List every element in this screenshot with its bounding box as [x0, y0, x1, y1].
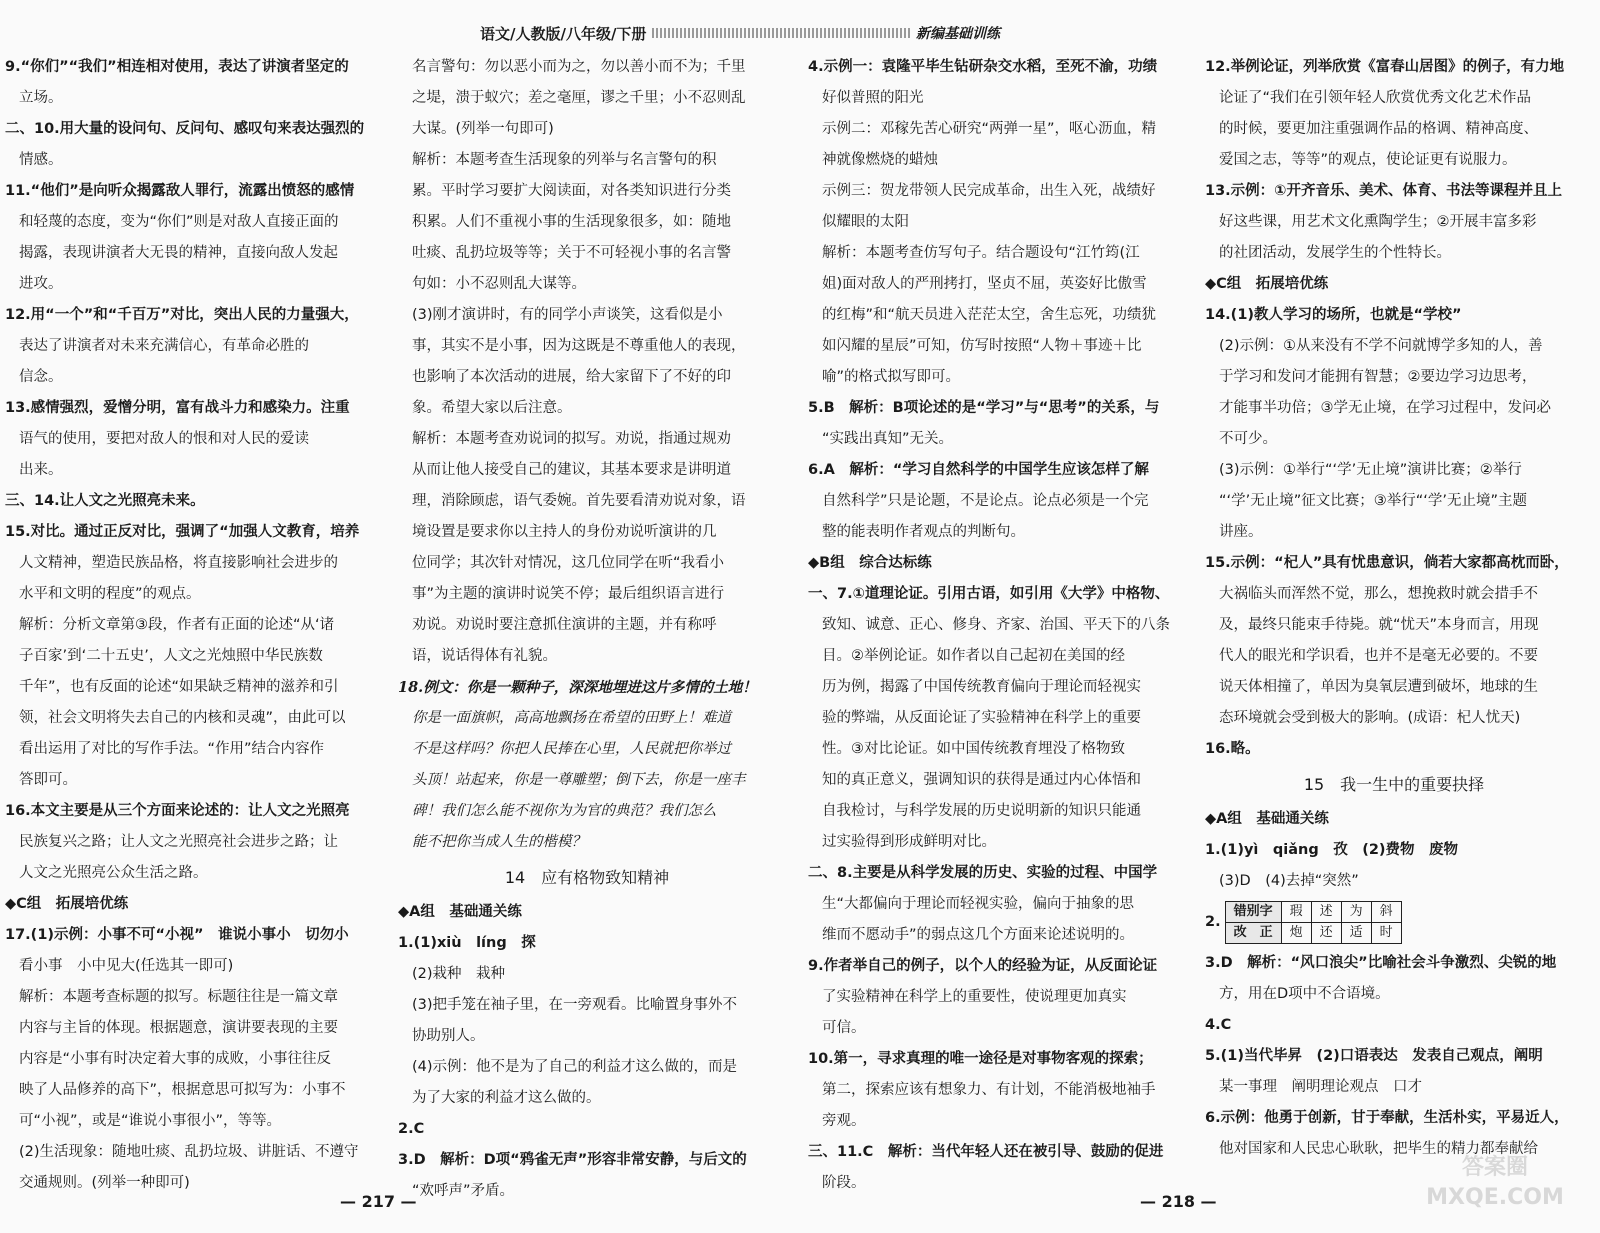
header-brand: 新编基础训练 [916, 26, 1000, 42]
text-line: 12.举例论证，列举欣赏《富春山居图》的例子，有力地 [1205, 59, 1565, 75]
text-line: 看出运用了对比的写作手法。“作用”结合内容作 [19, 741, 325, 757]
text-line: 内容是“小事有时决定着大事的成败，小事往往反 [19, 1051, 332, 1067]
text-line: 积累。人们不重视小事的生活现象很多，如：随地 [412, 214, 731, 230]
text-line: “欢呼声”矛盾。 [412, 1183, 515, 1199]
table-cell: 炮 [1281, 923, 1311, 944]
text-line: 领，社会文明将失去自己的内核和灵魂”，由此可以 [19, 710, 346, 726]
text-line: 16.本文主要是从三个方面来论述的：让人文之光照亮 [5, 803, 350, 819]
text-line: ◆A组 基础通关练 [398, 904, 522, 920]
text-line: 信念。 [19, 369, 63, 385]
text-line: 名言警句：勿以恶小而为之，勿以善小而不为；千里 [412, 59, 746, 75]
correction-table-wrap [1205, 897, 1583, 948]
table-cell: 斜 [1371, 902, 1401, 923]
text-line: 三、14.让人文之光照亮未来。 [5, 493, 205, 509]
table-cell: 时 [1371, 923, 1401, 944]
text-line: 4.C [1205, 1017, 1232, 1033]
text-line: 于学习和发问才能拥有智慧；②要边学习边思考， [1219, 369, 1537, 385]
table-cell: 为 [1341, 902, 1371, 923]
text-line: 劝说。劝说时要注意抓住演讲的主题，并有称呼 [412, 617, 717, 633]
text-line: 进攻。 [19, 276, 63, 292]
header-title: 语文/人教版/八年级/下册 [480, 24, 647, 43]
table-cell: 错别字 [1225, 902, 1281, 923]
text-line: 生“大都偏向于理论而轻视实验，偏向于抽象的思 [822, 896, 1135, 912]
text-line: 第二，探索应该有想象力、有计划，不能消极地袖手 [822, 1082, 1156, 1098]
text-line: (2)栽种 栽种 [412, 966, 506, 982]
text-line: “‘学’无止境”征文比赛；③举行“‘学’无止境”主题 [1219, 493, 1527, 509]
text-line: 可信。 [822, 1020, 866, 1036]
text-line: 解析：本题考查生活现象的列举与名言警句的积 [412, 152, 717, 168]
text-line: 人文之光照亮公众生活之路。 [19, 865, 208, 881]
text-line: 能不把你当成人生的楷模？ [412, 834, 586, 850]
text-line: 碑！我们怎么能不视你为为官的典范？我们怎么 [412, 803, 717, 819]
text-line: 1.(1)yì qiǎng 孜 (2)费物 废物 [1205, 842, 1459, 858]
text-line: 整的能表明作者观点的判断句。 [822, 524, 1025, 540]
text-line: 情感。 [19, 152, 63, 168]
text-line: 交通规则。(列举一种即可) [19, 1175, 190, 1191]
text-line: 态环境就会受到极大的影响。(成语：杞人忧天) [1219, 710, 1521, 726]
section-title: 15 我一生中的重要抉择 [1303, 775, 1485, 794]
text-line: 喻”的格式拟写即可。 [822, 369, 961, 385]
text-line: 维而不愿动手”的弱点这几个方面来论述说明的。 [822, 927, 1135, 943]
table-cell: 适 [1341, 923, 1371, 944]
text-line: 方，用在D项中不合语境。 [1219, 986, 1390, 1002]
text-line: 过实验得到形成鲜明对比。 [822, 834, 996, 850]
text-line: 解析：本题考查仿写句子。结合题设句“江竹筠(江 [822, 245, 1140, 261]
text-line: 5.B 解析：B项论述的是“学习”与“思考”的关系，与 [808, 400, 1160, 416]
text-line: 境设置是要求你以主持人的身份劝说听演讲的几 [412, 524, 717, 540]
text-line: 4.示例一：袁隆平毕生钻研杂交水稻，至死不渝，功绩 [808, 59, 1158, 75]
text-line: 致知、诚意、正心、修身、齐家、治国、平天下的八条 [822, 617, 1170, 633]
text-line: 5.(1)当代毕昇 (2)口语表达 发表自己观点，阐明 [1205, 1048, 1543, 1064]
text-line: 立场。 [19, 90, 63, 106]
text-line: (2)生活现象：随地吐痰、乱扔垃圾、讲脏话、不遵守 [19, 1144, 359, 1160]
text-line: 语，说话得体有礼貌。 [412, 648, 557, 664]
text-line: 2.C [398, 1121, 425, 1137]
text-line: 出来。 [19, 462, 63, 478]
text-line: 1.(1)xiù líng 探 [398, 935, 536, 951]
text-line: 阶段。 [822, 1175, 866, 1191]
text-line: ◆B组 综合达标练 [808, 555, 932, 571]
text-line: 揭露，表现讲演者大无畏的精神，直接向敌人发起 [19, 245, 338, 261]
text-line: 历为例，揭露了中国传统教育偏向于理论而轻视实 [822, 679, 1141, 695]
text-line: 如闪耀的星辰”可知，仿写时按照“人物＋事迹＋比 [822, 338, 1142, 354]
text-line: 大祸临头而浑然不觉，那么，想挽救时就会措手不 [1219, 586, 1538, 602]
text-line: 看小事 小中见大(任选其一即可) [19, 958, 234, 974]
text-line: 代人的眼光和学识看，也并不是毫无必要的。不要 [1219, 648, 1538, 664]
text-line: (3)刚才演讲时，有的同学小声谈笑，这看似是小 [412, 307, 723, 323]
header-dots [652, 28, 910, 38]
text-line: 可“小视”，或是“谁说小事很小”，等等。 [19, 1113, 282, 1129]
text-line: 了实验精神在科学上的重要性，使说理更加真实 [822, 989, 1127, 1005]
text-line: 旁观。 [822, 1113, 866, 1129]
text-line: (3)D (4)去掉“突然” [1219, 873, 1359, 889]
table-number: 2. [1205, 914, 1221, 930]
text-line: 示例三：贺龙带领人民完成革命，出生入死，战绩好 [822, 183, 1156, 199]
text-line: 3.D 解析：“风口浪尖”比喻社会斗争激烈、尖锐的地 [1205, 955, 1557, 971]
text-line: 10.第一，寻求真理的唯一途径是对事物客观的探索； [808, 1051, 1153, 1067]
text-line: 好这些课，用艺术文化熏陶学生；②开展丰富多彩 [1219, 214, 1537, 230]
column-4 [1205, 52, 1583, 1165]
text-line: 事”为主题的演讲时说笑不停；最后组织语言进行 [412, 586, 725, 602]
text-line: 大谋。(列举一句即可) [412, 121, 554, 137]
column-2 [398, 52, 776, 1207]
page-number-right: — 218 — [1140, 1192, 1217, 1211]
text-line: 论证了“我们在引领年轻人欣赏优秀文化艺术作品 [1219, 90, 1532, 106]
text-line: ◆C组 拓展培优练 [5, 896, 129, 912]
text-line: 14.(1)教人学习的场所，也就是“学校” [1205, 307, 1462, 323]
text-line: 似耀眼的太阳 [822, 214, 909, 230]
text-line: 13.感情强烈，爱憎分明，富有战斗力和感染力。注重 [5, 400, 350, 416]
text-line: 事，其实不是小事，因为这既是不尊重他人的表现， [412, 338, 746, 354]
text-line: 15.对比。通过正反对比，强调了“加强人文教育，培养 [5, 524, 360, 540]
text-line: 解析：本题考查劝说词的拟写。劝说，指通过规劝 [412, 431, 731, 447]
text-line: 二、8.主要是从科学发展的历史、实验的过程、中国学 [808, 865, 1158, 881]
page-number-left: — 217 — [340, 1192, 417, 1211]
text-line: 从而让他人接受自己的建议，其基本要求是讲明道 [412, 462, 731, 478]
text-line: 6.A 解析：“学习自然科学的中国学生应该怎样了解 [808, 462, 1149, 478]
text-line: 千年”，也有反面的论述“如果缺乏精神的滋养和引 [19, 679, 339, 695]
text-line: 子百家’到‘二十五史’，人文之光烛照中华民族数 [19, 648, 323, 664]
text-line: 18.例文：你是一颗种子，深深地埋进这片多情的土地！ [398, 679, 757, 696]
text-line: 吐痰、乱扔垃圾等等；关于不可轻视小事的名言警 [412, 245, 731, 261]
text-line: 不可少。 [1219, 431, 1277, 447]
text-line: 也影响了本次活动的进展，给大家留下了不好的印 [412, 369, 731, 385]
text-line: 位同学；其次针对情况，这几位同学在听“我看小 [412, 555, 725, 571]
table-cell: 瑕 [1281, 902, 1311, 923]
text-line: 人文精神，塑造民族品格，将直接影响社会进步的 [19, 555, 338, 571]
text-line: 自然科学”只是论题，不是论点。论点必须是一个完 [822, 493, 1149, 509]
text-line: 的时候，要更加注重强调作品的格调、精神高度、 [1219, 121, 1538, 137]
text-line: 好似普照的阳光 [822, 90, 924, 106]
table-cell: 改 正 [1225, 923, 1281, 944]
text-line: (3)示例：①举行“‘学’无止境”演讲比赛；②举行 [1219, 462, 1522, 478]
text-line: 答即可。 [19, 772, 77, 788]
text-line: 语气的使用，要把对敌人的恨和对人民的爱读 [19, 431, 309, 447]
text-line: 象。希望大家以后注意。 [412, 400, 572, 416]
text-line: 爱国之志，等等”的观点，使论证更有说服力。 [1219, 152, 1517, 168]
text-line: 17.(1)示例：小事不可“小视” 谁说小事小 切勿小 [5, 927, 349, 943]
text-line: 说天体相撞了，单因为臭氧层遭到破坏，地球的生 [1219, 679, 1538, 695]
text-line: 自我检讨，与科学发展的历史说明新的知识只能通 [822, 803, 1141, 819]
text-line: 性。③对比论证。如中国传统教育埋没了格物致 [822, 741, 1125, 757]
text-line: (3)把手笼在袖子里，在一旁观看。比喻置身事外不 [412, 997, 738, 1013]
text-line: 神就像燃烧的蜡烛 [822, 152, 938, 168]
text-line: 目。②举例论证。如作者以自己起初在美国的经 [822, 648, 1125, 664]
text-line: ◆A组 基础通关练 [1205, 811, 1329, 827]
text-line: 6.示例：他勇于创新，甘于奉献，生活朴实，平易近人， [1205, 1110, 1569, 1126]
text-line: 某一事理 阐明理论观点 口才 [1219, 1079, 1422, 1095]
table-row [1225, 902, 1401, 923]
text-line: 理，消除顾虑，语气委婉。首先要看清劝说对象，语 [412, 493, 746, 509]
text-line: 水平和文明的程度”的观点。 [19, 586, 201, 602]
correction-table [1225, 901, 1402, 944]
text-line: 他对国家和人民忠心耿耿，把毕生的精力都奉献给 [1219, 1141, 1538, 1157]
text-line: 解析：本题考查标题的拟写。标题往往是一篇文章 [19, 989, 338, 1005]
text-line: 的红梅”和“航天员进入茫茫太空，舍生忘死，功绩犹 [822, 307, 1157, 323]
text-line: 验的弊端，从反面论证了实验精神在科学上的重要 [822, 710, 1141, 726]
text-line: 的社团活动，发展学生的个性特长。 [1219, 245, 1451, 261]
text-line: 16.略。 [1205, 741, 1260, 757]
text-line: (2)示例：①从来没有不学不问就博学多知的人，善 [1219, 338, 1543, 354]
text-line: 才能事半功倍；③学无止境，在学习过程中，发问必 [1219, 400, 1551, 416]
text-line: 协助别人。 [412, 1028, 485, 1044]
text-line: 头顶！站起来，你是一尊雕塑；倒下去，你是一座丰 [412, 772, 746, 788]
text-line: 你是一面旗帜，高高地飘扬在希望的田野上！难道 [412, 710, 731, 726]
text-line: 讲座。 [1219, 524, 1263, 540]
table-row [1225, 923, 1401, 944]
watermark: 答案圈 MXQE.COM [1426, 1155, 1564, 1210]
text-line: 知的真正意义，强调知识的获得是通过内心体悟和 [822, 772, 1141, 788]
text-line: 民族复兴之路；让人文之光照亮社会进步之路；让 [19, 834, 338, 850]
text-line: 为了大家的利益才这么做的。 [412, 1090, 601, 1106]
text-line: ◆C组 拓展培优练 [1205, 276, 1329, 292]
text-line: 三、11.C 解析：当代年轻人还在被引导、鼓励的促进 [808, 1144, 1164, 1160]
column-1 [5, 52, 383, 1199]
text-line: 表达了讲演者对未来充满信心，有革命必胜的 [19, 338, 309, 354]
column-3 [808, 52, 1186, 1199]
page-header [480, 20, 1000, 46]
text-line: 累。平时学习要扩大阅读面，对各类知识进行分类 [412, 183, 731, 199]
table-cell: 还 [1311, 923, 1341, 944]
text-line: 之堤，溃于蚁穴；差之毫厘，谬之千里；小不忍则乱 [412, 90, 746, 106]
text-line: 12.用“一个”和“千百万”对比，突出人民的力量强大， [5, 307, 359, 323]
text-line: 及，最终只能束手待毙。就“忧天”本身而言，用现 [1219, 617, 1539, 633]
text-line: (4)示例：他不是为了自己的利益才这么做的，而是 [412, 1059, 738, 1075]
text-line: “实践出真知”无关。 [822, 431, 954, 447]
text-line: 姐)面对敌人的严刑拷打，坚贞不屈，英姿好比傲雪 [822, 276, 1147, 292]
text-line: 9.“你们”“我们”相连相对使用，表达了讲演者坚定的 [5, 59, 349, 75]
text-line: 句如：小不忍则乱大谋等。 [412, 276, 586, 292]
text-line: 示例二：邓稼先苦心研究“两弹一星”，呕心沥血，精 [822, 121, 1157, 137]
text-line: 一、7.①道理论证。引用古语，如引用《大学》中格物、 [808, 586, 1170, 602]
text-line: 9.作者举自己的例子，以个人的经验为证，从反面论证 [808, 958, 1158, 974]
text-line: 映了人品修养的高下”，根据意思可拟写为：小事不 [19, 1082, 346, 1098]
text-line: 不是这样吗？你把人民捧在心里，人民就把你举过 [412, 741, 731, 757]
text-line: 内容与主旨的体现。根据题意，演讲要表现的主要 [19, 1020, 338, 1036]
text-line: 和轻蔑的态度，变为“你们”则是对敌人直接正面的 [19, 214, 339, 230]
text-line: 3.D 解析：D项“鸦雀无声”形容非常安静，与后文的 [398, 1152, 747, 1168]
text-line: 11.“他们”是向听众揭露敌人罪行，流露出愤怒的感情 [5, 183, 355, 199]
text-line: 15.示例：“杞人”具有忧患意识，倘若大家都高枕而卧， [1205, 555, 1569, 571]
text-line: 二、10.用大量的设问句、反问句、感叹句来表达强烈的 [5, 121, 365, 137]
text-line: 13.示例：①开齐音乐、美术、体育、书法等课程并且上 [1205, 183, 1562, 199]
table-cell: 述 [1311, 902, 1341, 923]
text-line: 解析：分析文章第③段，作者有正面的论述“从‘诸 [19, 617, 335, 633]
section-title: 14 应有格物致知精神 [504, 868, 670, 887]
